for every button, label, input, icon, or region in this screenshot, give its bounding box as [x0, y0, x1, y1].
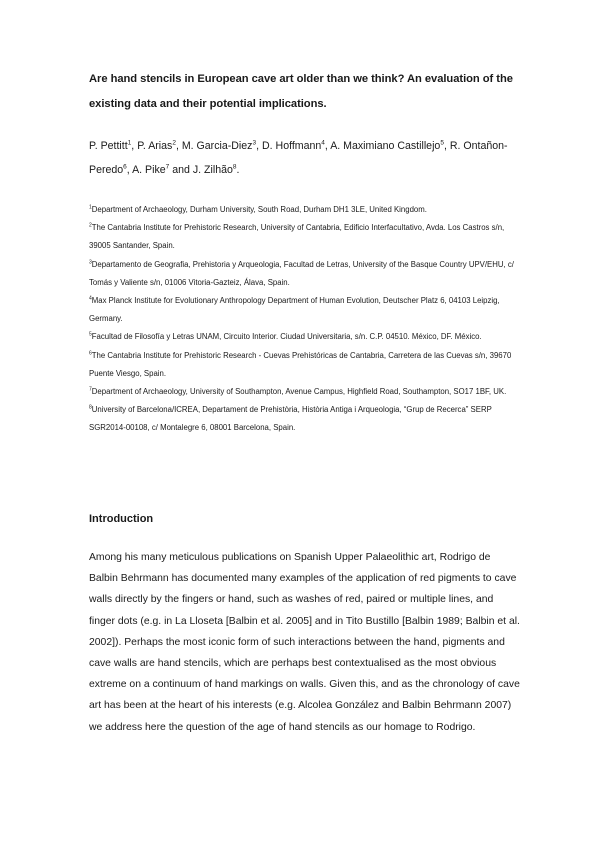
author: R. Ontañon-Peredo$^6$,	[89, 140, 508, 176]
affiliation-list	[89, 201, 519, 438]
affiliation: $^2$The Cantabria Institute for Prehistoric Research, University of Cantabria, Edificio Interfacultativo, Avda. Los Castros s/n, 39005 Santander, Spain.	[89, 222, 505, 251]
author: D. Hoffmann$^4$,	[262, 139, 331, 152]
author: P. Pettitt$^1$,	[89, 139, 138, 152]
author: J. Zilhão$^8$.	[192, 163, 240, 176]
affiliation: $^1$Department of Archaeology, Durham University, South Road, Durham DH1 3LE, United Kingdom.	[89, 204, 427, 214]
author: M. Garcia-Diez$^3$,	[181, 139, 262, 152]
author: P. Arias$^2$,	[137, 139, 182, 152]
affiliation: $^3$Departamento de Geografia, Prehistoria y Arqueologia, Facultad de Letras, University of the Basque Country UPV/EHU, c/ Tomás y Valiente s/n, 01006 Vitoria-Gazteiz, Álava, Spain.	[89, 259, 514, 287]
author-list	[89, 134, 529, 182]
introduction-paragraph: Among his many meticulous publications on Spanish Upper Palaeolithic art, Rodrigo de Balbin Behrmann has documented many examples of the application of red pigments to cave walls directly by the fingers or hand, such as washes of red, paired or multiple lines, and finger dots (e.g. in La Lloseta [Balbin et al. 2005] and in Tito Bustillo [Balbin 1989; Balbin et al. 2002]). Perhaps the most iconic form of such interactions between the hand, pigments and cave walls are hand stencils, which are perhaps best contextualised as the most obvious extreme on a continuum of hand markings on walls. Given this, and as the chronology of cave art has been at the heart of his interests (e.g. Alcolea González and Balbin Behrmann 2007) we address here the question of the age of hand stencils as our homage to Rodrigo.	[89, 552, 520, 733]
author: A. Pike$^7$ and	[132, 163, 193, 176]
affiliation: $^8$University of Barcelona/ICREA, Departament de Prehistòria, Història Antiga i Arqueologia, “Grup de Recerca” SERP SGR2014-00108, c/ Montalegre 6, 08001 Barcelona, Spain.	[89, 404, 492, 433]
affiliation: $^4$Max Planck Institute for Evolutionary Anthropology Department of Human Evolution, Deutscher Platz 6, 04103 Leipzig, Germany.	[89, 295, 500, 324]
affiliation: $^6$The Cantabria Institute for Prehistoric Research - Cuevas Prehistóricas de Cantabria, Carretera de las Cuevas s/n, 39670 Puente Viesgo, Spain.	[89, 350, 512, 378]
paper-title: Are hand stencils in European cave art older than we think? An evaluation of the existing data and their potential implications.	[89, 73, 513, 110]
affiliation: $^7$Department of Archaeology, University of Southampton, Avenue Campus, Highfield Road, Southampton, SO17 1BF, UK.	[89, 386, 507, 397]
author: A. Maximiano Castillejo$^5$,	[330, 139, 450, 152]
affiliation: $^5$Facultad de Filosofía y Letras UNAM, Circuito Interior. Ciudad Universitaria, s/n. C.P. 04510. México, DF. México.	[89, 331, 482, 342]
section-heading-introduction: Introduction	[89, 513, 154, 525]
